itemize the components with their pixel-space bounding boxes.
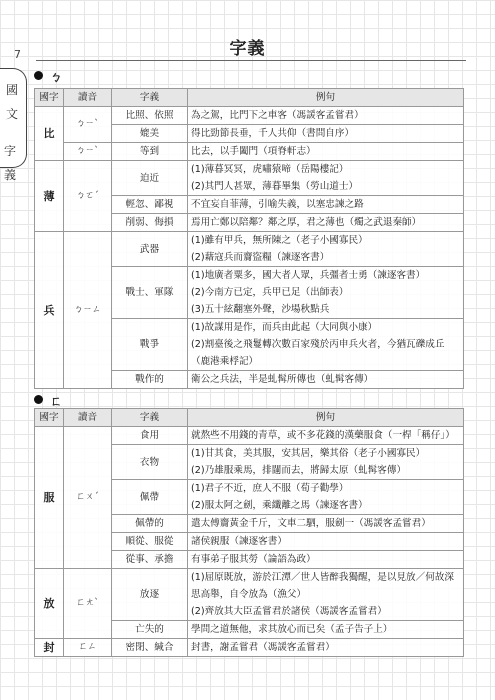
table-b xyxy=(34,88,464,389)
meaning-cell: 密閉、緘合 xyxy=(112,639,188,657)
reading-cell: ㄅㄧˋ xyxy=(64,143,112,161)
char-cell: 封 xyxy=(35,639,64,657)
meaning-cell: 比照、依照 xyxy=(112,107,188,125)
col-header-char: 國字 xyxy=(35,409,64,427)
reading-cell: ㄈㄨˊ xyxy=(64,427,112,569)
meaning-cell: 亡失的 xyxy=(112,621,188,639)
meaning-cell: 佩帶 xyxy=(112,480,188,515)
example-cell: 得比勁節長垂，千人共仰（書問自序） xyxy=(188,125,464,143)
meaning-cell: 順從、服從 xyxy=(112,533,188,551)
meaning-cell: 戰爭 xyxy=(112,319,188,371)
char-cell: 服 xyxy=(35,427,64,569)
table-row xyxy=(35,427,464,445)
example-cell: (1)地廣者粟多，國大者人眾，兵彊者士勇（諫逐客書） (2)今南方已定，兵甲已足（出師表） (3)五十絃翻塞外聲，沙場秋點兵 xyxy=(188,267,464,319)
example-cell: (1)薄暮冥冥，虎嘯猿啼（岳陽樓記） (2)其門人甚眾，薄暮畢集（勞山道士） xyxy=(188,161,464,196)
section-heading-b: ㄅ xyxy=(34,68,62,85)
example-cell: (1)故謀用是作，而兵由此起（大同與小康） (2)割臺後之飛鬘轉次數百家殘於丙申兵火者，今猶瓦礫成丘（鹿港乘桴記） xyxy=(188,319,464,371)
example-cell: 有事弟子服其勞（論語為政） xyxy=(188,551,464,569)
table-header-row xyxy=(35,89,464,107)
table-f xyxy=(34,408,464,657)
example-cell: (1)雖有甲兵，無所陳之（老子小國寡民） (2)藉寇兵而齎盜糧（諫逐客書） xyxy=(188,232,464,267)
table-row xyxy=(35,161,464,196)
bullet-icon xyxy=(34,71,43,80)
reading-cell: ㄅㄧㄥ xyxy=(64,232,112,389)
table-row xyxy=(35,107,464,125)
example-cell: 為之駕，比門下之車客（馮諼客孟嘗君） xyxy=(188,107,464,125)
page-title: 字義 xyxy=(229,39,266,59)
meaning-cell: 衣物 xyxy=(112,445,188,480)
meaning-cell: 輕忽、鄙視 xyxy=(112,196,188,214)
col-header-char: 國字 xyxy=(35,89,64,107)
side-tab-char: 文 xyxy=(6,107,19,121)
char-cell: 兵 xyxy=(35,232,64,389)
char-cell: 放 xyxy=(35,569,64,639)
col-header-example: 例句 xyxy=(188,409,464,427)
example-cell: 遣太傅齎黃金千斤，文車二駟，服劍一（馮諼客孟嘗君） xyxy=(188,515,464,533)
char-cell: 薄 xyxy=(35,161,64,232)
example-cell: 焉用亡鄭以陪鄰？鄰之厚，君之薄也（燭之武退秦師） xyxy=(188,214,464,232)
title-rule xyxy=(36,60,466,61)
reading-cell: ㄅㄛˊ xyxy=(64,161,112,232)
section-heading-f: ㄈ xyxy=(34,392,62,409)
example-cell: 不宜妄自菲薄，引喻失義，以塞忠諫之路 xyxy=(188,196,464,214)
meaning-cell: 放逐 xyxy=(112,569,188,621)
meaning-cell: 戰作的 xyxy=(112,371,188,389)
example-cell: 封書，謝孟嘗君（馮諼客孟嘗君） xyxy=(188,639,464,657)
side-label-char: 字 xyxy=(4,144,17,158)
side-label-char: 義 xyxy=(4,168,17,182)
meaning-cell: 食用 xyxy=(112,427,188,445)
example-cell: 衛公之兵法，半是虬髯所傳也（虬髯客傳） xyxy=(188,371,464,389)
example-cell: 就熬些不用錢的青草，或不多花錢的漢藥服食（一桿「稱仔」） xyxy=(188,427,464,445)
meaning-cell: 武器 xyxy=(112,232,188,267)
table-row xyxy=(35,569,464,621)
col-header-reading: 讀音 xyxy=(64,409,112,427)
col-header-example: 例句 xyxy=(188,89,464,107)
meaning-cell: 迫近 xyxy=(112,161,188,196)
reading-cell: ㄅㄧˋ xyxy=(64,107,112,143)
char-cell: 比 xyxy=(35,107,64,161)
reading-cell: ㄈㄥ xyxy=(64,639,112,657)
meaning-cell: 佩帶的 xyxy=(112,515,188,533)
meaning-cell: 戰士、軍隊 xyxy=(112,267,188,319)
table-header-row xyxy=(35,409,464,427)
example-cell: (1)君子不近，庶人不服（荀子勸學） (2)服太阿之劍，乘纖離之馬（諫逐客書） xyxy=(188,480,464,515)
example-cell: (1)屈原既放，游於江潭／世人皆醉我獨醒，是以見放／何故深思高舉，自令放為（漁父） (2)齊放其大臣孟嘗君於諸侯（馮諼客孟嘗君） xyxy=(188,569,464,621)
col-header-meaning: 字義 xyxy=(112,89,188,107)
example-cell: 學問之道無他，求其放心而已矣（孟子告子上） xyxy=(188,621,464,639)
meaning-cell: 削弱、侮損 xyxy=(112,214,188,232)
example-cell: 比去，以手闔門（項脊軒志） xyxy=(188,143,464,161)
example-cell: 諸侯親服（諫逐客書） xyxy=(188,533,464,551)
example-cell: (1)甘其食，美其服，安其居，樂其俗（老子小國寡民） (2)乃雄服乘馬，排闥而去，將歸太原（虬髯客傳） xyxy=(188,445,464,480)
table-row xyxy=(35,143,464,161)
side-tab-char: 國 xyxy=(6,83,19,97)
table-row xyxy=(35,639,464,657)
meaning-cell: 等到 xyxy=(112,143,188,161)
reading-cell: ㄈㄤˋ xyxy=(64,569,112,639)
col-header-reading: 讀音 xyxy=(64,89,112,107)
meaning-cell: 從事、承擔 xyxy=(112,551,188,569)
bullet-icon xyxy=(34,395,43,404)
page-number: 7 xyxy=(14,48,21,61)
meaning-cell: 媲美 xyxy=(112,125,188,143)
col-header-meaning: 字義 xyxy=(112,409,188,427)
table-row xyxy=(35,232,464,267)
